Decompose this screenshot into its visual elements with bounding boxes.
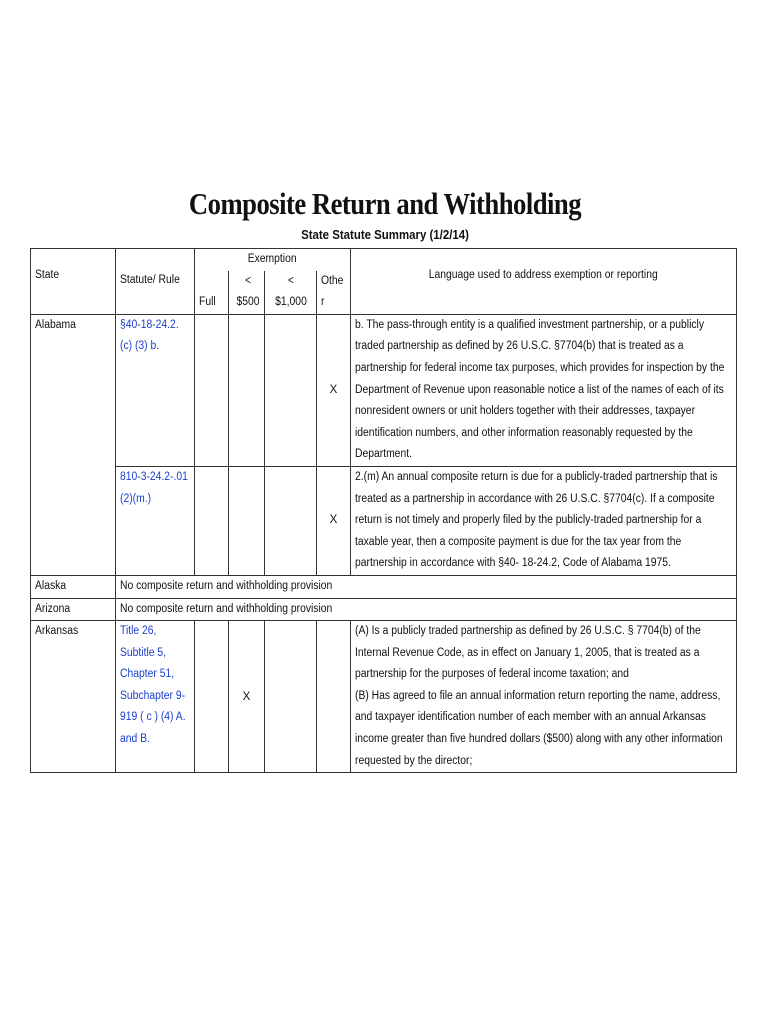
cell-statute-link[interactable]: 810-3-24.2-.01 (2)(m.) <box>116 466 195 575</box>
header-lt1000: < $1,000 <box>265 271 317 315</box>
table-header-row <box>31 249 737 271</box>
header-other: Othe r <box>317 271 351 315</box>
cell-state-alabama: Alabama <box>31 314 116 575</box>
cell-note: No composite return and withholding provision <box>116 575 737 598</box>
language-clause-a: (A) Is a publicly traded partnership as defined by 26 U.S.C. § 7704(b) of the Internal Revenue Code, as in effect on January 1, 2005, that is treated as a partnership for the purposes of federal income taxation; and <box>355 625 701 681</box>
cell-statute-link[interactable]: §40-18-24.2. (c) (3) b. <box>116 314 195 466</box>
cell-language: 2.(m) An annual composite return is due for a publicly-traded partnership that is treated as a partnership in accordance with 26 U.S.C. §7704(c). If a composite return is not timely and properly filed by the publicly-traded partnership for a taxable year, then a composite payment is due for the tax year from the partnership in accordance with §40- 18-24.2, Code of Alabama 1975. <box>351 466 737 575</box>
header-language: Language used to address exemption or reporting <box>351 249 737 315</box>
cell-other <box>317 621 351 773</box>
cell-full <box>195 621 229 773</box>
cell-other-mark: X <box>317 466 351 575</box>
table-row-alabama-1 <box>31 314 737 466</box>
cell-statute-link[interactable]: Title 26, Subtitle 5, Chapter 51, Subchapter 9-919 ( c ) (4) A. and B. <box>116 621 195 773</box>
cell-lt1000 <box>265 621 317 773</box>
header-statute: Statute/ Rule <box>116 249 195 315</box>
language-clause-b: (B) Has agreed to file an annual information return reporting the name, address, and taxpayer identification number of each member with an annual Arkansas income greater than five hundred dollars ($500) along with any other information requested by the director; <box>355 689 723 767</box>
cell-other-mark: X <box>317 314 351 466</box>
cell-lt500 <box>229 466 265 575</box>
document-title: Composite Return and Withholding <box>188 186 582 221</box>
cell-lt500-mark: X <box>229 621 265 773</box>
cell-state-alaska: Alaska <box>31 575 116 598</box>
cell-language: b. The pass-through entity is a qualified investment partnership, or a publicly traded partnership as defined by 26 U.S.C. §7704(b) that is treated as a partnership for federal income tax purposes, which provides for inspection by the Department of Revenue upon reasonable notice a list of the names of each of its nonresident owners or unit holders together with their addresses, taxpayer identification numbers, and other information reasonably requested by the Department. <box>351 314 737 466</box>
cell-note: No composite return and withholding provision <box>116 598 737 621</box>
table-row-alabama-2 <box>31 466 737 575</box>
header-lt500: < $500 <box>229 271 265 315</box>
header-exemption: Exemption <box>195 249 351 271</box>
cell-lt1000 <box>265 314 317 466</box>
header-full: Full <box>195 271 229 315</box>
table-row-arizona <box>31 598 737 621</box>
table-row-alaska <box>31 575 737 598</box>
cell-full <box>195 466 229 575</box>
cell-lt1000 <box>265 466 317 575</box>
header-state: State <box>31 249 116 315</box>
cell-state-arizona: Arizona <box>31 598 116 621</box>
cell-lt500 <box>229 314 265 466</box>
cell-state-arkansas: Arkansas <box>31 621 116 773</box>
document-subtitle: State Statute Summary (1/2/14) <box>301 227 469 242</box>
cell-full <box>195 314 229 466</box>
table-row-arkansas <box>31 621 737 773</box>
statute-table <box>30 248 737 773</box>
cell-language <box>351 621 737 773</box>
